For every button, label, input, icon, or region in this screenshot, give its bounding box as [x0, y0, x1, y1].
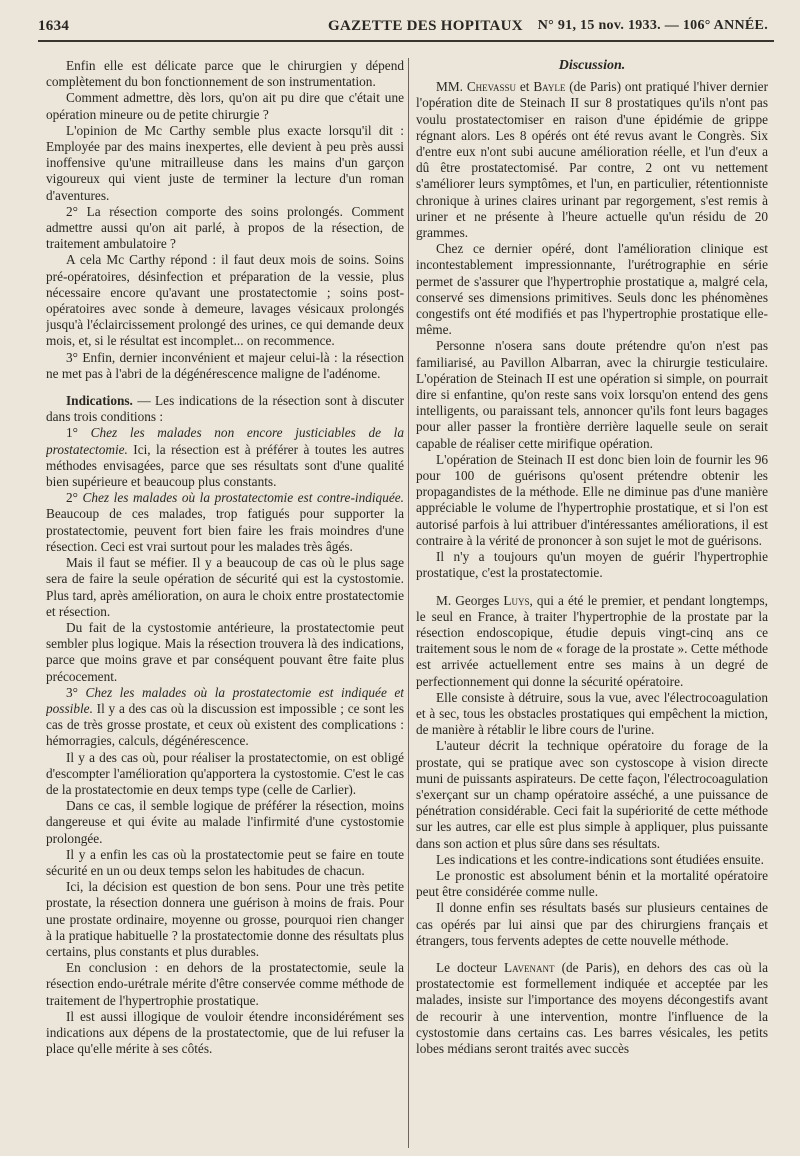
column-divider [408, 58, 409, 1148]
paragraph: Il n'y a toujours qu'un moyen de guérir l'hypertrophie prostatique, c'est la prostatectomie. [416, 549, 768, 581]
paragraph: Il est aussi illogique de vouloir étendre inconsidérément ses indications aux dépens de la prostatectomie, que de lui refuser la place qu'elle mérite à ses côtés. [46, 1008, 404, 1057]
page-number: 1634 [38, 18, 70, 34]
paragraph: Personne n'osera sans doute prétendre qu'on n'est pas familiarisé, au Pavillon Albarran, avec la chirurgie testiculaire. L'opération de Steinach II est une opération si simple, on pourrait dire si enfantine, qu'on reste sans voix lorsqu'on entend des gens intelligents, ou paraissant tels, annoncer qu'ils font leurs bagages pour aller passer la frontière derrière laquelle seule on serait capable de réaliser cette mirifique opération. [416, 338, 768, 451]
indications-paragraph: Indications. — Les indications de la résection sont à discuter dans trois conditions : [46, 393, 404, 425]
paragraph: Il y a enfin les cas où la prostatectomie peut se faire en toute sécurité en un ou deux temps selon les habitudes de chacun. [46, 846, 404, 878]
paragraph: 1° Chez les malades non encore justiciables de la prostatectomie. Ici, la résection est à préférer à toutes les autres méthodes envisagées, parce que ses résultats sont d'une qualité bien supérieure et beaucoup plus constants. [46, 425, 404, 490]
discussion-heading: Discussion. [558, 58, 626, 73]
paragraph: 2° La résection comporte des soins prolongés. Comment admettre aussi qu'on ait parlé, à propos de la résection, de traitement ambulatoire ? [46, 203, 404, 252]
left-column [46, 58, 404, 1148]
paragraph: Les indications et les contre-indications sont étudiées ensuite. [436, 851, 764, 867]
paragraph: Ici, la décision est question de bon sens. Pour une très petite prostate, la résection donnera une guérison à moins de frais. Pour une prostate ordinaire, moyenne ou grosse, pourquoi rien changer à la pratique habituelle ? la prostatectomie donne des résultats plus certains, plus constants et plus durables. [46, 879, 404, 959]
author-name: Lavenant [504, 959, 555, 975]
journal-title: GAZETTE DES HOPITAUX [328, 18, 523, 34]
paragraph: A cela Mc Carthy répond : il faut deux mois de soins. Soins pré-opératoires, désinfection et préparation de la vessie, plus nécessaire encore qu'avant une prostatectomie ; soins post-opératoires avec sonde à demeure, lavages vésicaux prolongés jusqu'à l'éclaircissement prolongé des urines, ce qui demande deux mois, et, si le résultat est incomplet... on recommence. [46, 252, 404, 349]
paragraph: Mais il faut se méfier. Il y a beaucoup de cas où le plus sage sera de faire la seule opération de sécurité qui est la cystostomie. Plus tard, après amélioration, on aura le choix entre prostatectomie et résection. [46, 555, 404, 619]
paragraph: L'auteur décrit la technique opératoire du forage de la prostate, qui se pratique avec son cystoscope à vision directe muni de puissants aspirateurs. De cette façon, l'électrocoagulation s'exerçant sur un champ opératoire asséché, a une puissance de pénétration considérable. Ceci fait la supériorité de cette méthode sur les autres, car elle est plus simple à appliquer, plus puissante dans son action et plus sûre dans ses résultats. [416, 738, 768, 851]
author-name: Luys [503, 592, 530, 608]
author-name: Chevassu [466, 79, 517, 95]
paragraph: Dans ce cas, il semble logique de préférer la résection, moins dangereuse et qui évite au malade l'infirmité d'une cystostomie prolongée. [46, 798, 404, 846]
paragraph: 2° Chez les malades où la prostatectomie est contre-indiquée. Beaucoup de ces malades, trop fatigués pour supporter la prostatectomie, peuvent fort bien faire les frais moindres d'une résection. Ceci est vrai surtout pour les malades très âgés. [46, 490, 404, 554]
right-column [416, 58, 768, 1148]
paragraph: Il donne enfin ses résultats basés sur plusieurs centaines de cas opérés par lui ainsi que par des chirurgiens français et étrangers, tous fervents adeptes de cette nouvelle méthode. [416, 900, 768, 948]
issue-info: N° 91, 15 nov. 1933. — 106° ANNÉE. [537, 18, 768, 33]
paragraph: M. Georges Luys, qui a été le premier, et pendant longtemps, le seul en France, à traiter l'hypertrophie de la prostate par la résection endoscopique, étudie depuis vingt-cinq ans ce traitement sous le nom de « forage de la prostate ». Cette méthode est arrivée actuellement entre ses mains à un degré de perfectionnement qui donne la sécurité opératoire. [416, 592, 768, 689]
author-name: Bayle [533, 79, 566, 95]
paragraph: L'opération de Steinach II est donc bien loin de fournir les 96 pour 100 de guérisons qu'osent prétendre obtenir les propagandistes de la méthode. Elle ne diminue pas d'une manière appréciable le volume de l'hypertrophie prostatique, et si l'on est autorisé parfois à lui attribuer d'intéressantes améliorations, il est contraire à la vérité de prononcer à son sujet le mot de guérisons. [416, 451, 768, 548]
paragraph: 3° Enfin, dernier inconvénient et majeur celui-là : la résection ne met pas à l'abri de la dégénérescence maligne de l'adénome. [46, 349, 404, 381]
paragraph: En conclusion : en dehors de la prostatectomie, seule la résection endo-urétrale mérite d'être conservée comme méthode de traitement de l'hypertrophie prostatique. [46, 960, 404, 1008]
paragraph: L'opinion de Mc Carthy semble plus exacte lorsqu'il dit : Employée par des mains inexpertes, elle devient à peu près aussi inoffensive qu'une mitrailleuse dans les mains d'un garçon vigoureux qui vient juste de terminer la lecture d'un roman d'aventures. [46, 122, 404, 203]
paragraph: Comment admettre, dès lors, qu'on ait pu dire que c'était une opération mineure ou de petite chirurgie ? [46, 90, 404, 122]
paragraph: Enfin elle est délicate parce que le chirurgien y dépend complètement du bon fonctionnement de son instrumentation. [46, 58, 404, 90]
paragraph: Chez ce dernier opéré, dont l'amélioration clinique est incontestablement impressionnante, l'urétrographie en série permet de s'assurer que l'hypertrophie prostatique a, malgré cela, conservé ses dimensions primitives. Seuls donc les phénomènes congestifs ont été modifiés et pas l'hypertrophie prostatique elle-même. [416, 241, 768, 338]
paragraph: Le docteur Lavenant (de Paris), en dehors des cas où la prostatectomie est formellement indiquée et acceptée par les malades, insiste sur l'importance des moyens décongestifs avant de recourir à une intervention, montre l'influence de la cystostomie dans certains cas. Les barres vésicales, les petits lobes médians seront traités avec succès [416, 959, 768, 1056]
paragraph: Le pronostic est absolument bénin et la mortalité opératoire peut être considérée comme nulle. [416, 867, 768, 900]
paragraph: Elle consiste à détruire, sous la vue, avec l'électrocoagulation et à sec, tous les obstacles prostatiques qui empêchent la miction, de manière à rétablir le libre cours de l'urine. [416, 689, 768, 738]
section-heading: Indications. [66, 393, 133, 409]
paragraph: Il y a des cas où, pour réaliser la prostatectomie, on est obligé d'escompter l'amélioration qu'apportera la cystostomie. C'est le cas de la prostatectomie en deux temps type (celle de Carlier). [46, 749, 404, 797]
page-header [38, 16, 774, 42]
paragraph: 3° Chez les malades où la prostatectomie est indiquée et possible. Il y a des cas où la discussion est impossible ; ce sont les cas de très grosse prostate, et ceux où existent des complications : hémorragies, calculs, dégénérescence. [46, 684, 404, 749]
paragraph: MM. Chevassu et Bayle (de Paris) ont pratiqué l'hiver dernier l'opération dite de Steinach II sur 8 prostatiques qu'ils n'ont pas voulu prostatectomiser en raison d'une épidémie de grippe régnant alors. Les 8 opérés ont été revus avant le Congrès. Six d'entre eux n'ont subi aucune amélioration réelle, et l'un d'eux a dû être prostatectomisé. Par contre, 2 ont vu nettement s'améliorer leurs symptômes, et l'un, en particulier, rétentionniste chronique à urines claires urinant par regorgement, s'est remis à uriner et ne présente à l'heure actuelle qu'un résidu de 20 grammes. [416, 79, 768, 241]
paragraph: Du fait de la cystostomie antérieure, la prostatectomie peut sembler plus logique. Mais la résection trouvera là des indications, parce que moins grave et par conséquent pouvant être faite plus précocement. [46, 619, 404, 684]
